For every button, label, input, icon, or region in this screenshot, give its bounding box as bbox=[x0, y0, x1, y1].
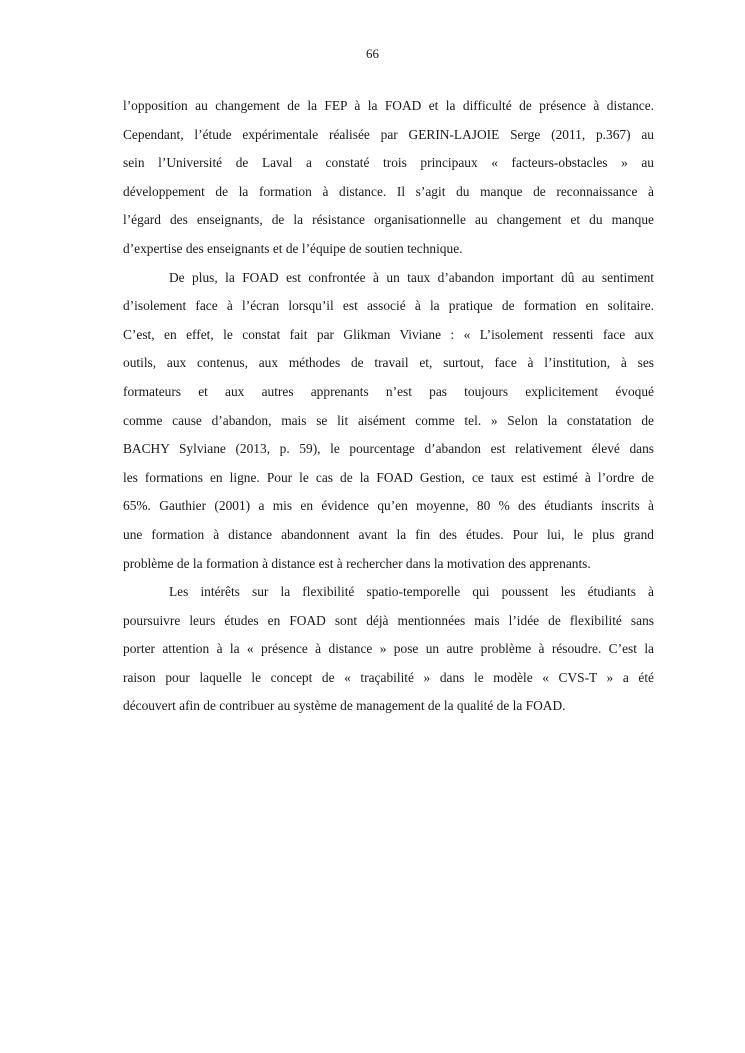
text-line: d’expertise des enseignants et de l’équipe de soutien technique. bbox=[123, 240, 463, 256]
text-line: formateurs et aux autres apprenants n’est pas toujours explicitement évoqué bbox=[123, 383, 654, 399]
text-line: sein l’Université de Laval a constaté trois principaux « facteurs-obstacles » au bbox=[123, 155, 654, 171]
text-line: problème de la formation à distance est à rechercher dans la motivation des apprenants. bbox=[123, 555, 591, 571]
paragraph-3 bbox=[123, 578, 654, 721]
text-line: l’égard des enseignants, de la résistance organisationnelle au changement et du manque bbox=[123, 212, 654, 228]
page-number: 66 bbox=[366, 46, 379, 61]
text-line: C’est, en effet, le constat fait par Glikman Viviane : « L’isolement ressenti face aux bbox=[123, 326, 654, 342]
text-line: développement de la formation à distance. Il s’agit du manque de reconnaissance à bbox=[123, 183, 654, 199]
text-line: outils, aux contenus, aux méthodes de travail et, surtout, face à l’institution, à ses bbox=[123, 355, 654, 371]
text-line: l’opposition au changement de la FEP à la FOAD et la difficulté de présence à distance. bbox=[123, 98, 654, 113]
text-line: Cependant, l’étude expérimentale réalisée par GERIN-LAJOIE Serge (2011, p.367) au bbox=[123, 126, 654, 142]
text-line: Les intérêts sur la flexibilité spatio-temporelle qui poussent les étudiants à bbox=[169, 584, 654, 600]
text-line: découvert afin de contribuer au système de management de la qualité de la FOAD. bbox=[123, 698, 566, 714]
text-line: porter attention à la « présence à distance » pose un autre problème à résoudre. C’est la bbox=[123, 641, 654, 657]
body-text bbox=[123, 92, 654, 721]
paragraph-1 bbox=[123, 92, 654, 264]
text-line: d’isolement face à l’écran lorsqu’il est associé à la pratique de formation en solitaire. bbox=[123, 298, 654, 314]
text-line: De plus, la FOAD est confrontée à un taux d’abandon important dû au sentiment bbox=[169, 269, 654, 285]
paragraph-2 bbox=[123, 264, 654, 579]
text-line: raison pour laquelle le concept de « traçabilité » dans le modèle « CVS-T » a été bbox=[123, 669, 654, 685]
text-line: poursuivre leurs études en FOAD sont déjà mentionnées mais l’idée de flexibilité sans bbox=[123, 612, 654, 628]
text-line: comme cause d’abandon, mais se lit aisément comme tel. » Selon la constatation de bbox=[123, 412, 654, 428]
text-line: une formation à distance abandonnent avant la fin des études. Pour lui, le plus grand bbox=[123, 526, 654, 542]
text-line: les formations en ligne. Pour le cas de la FOAD Gestion, ce taux est estimé à l’ordre de bbox=[123, 469, 654, 485]
text-line: 65%. Gauthier (2001) a mis en évidence qu’en moyenne, 80 % des étudiants inscrits à bbox=[123, 498, 654, 514]
text-line: BACHY Sylviane (2013, p. 59), le pourcentage d’abandon est relativement élevé dans bbox=[123, 441, 654, 457]
